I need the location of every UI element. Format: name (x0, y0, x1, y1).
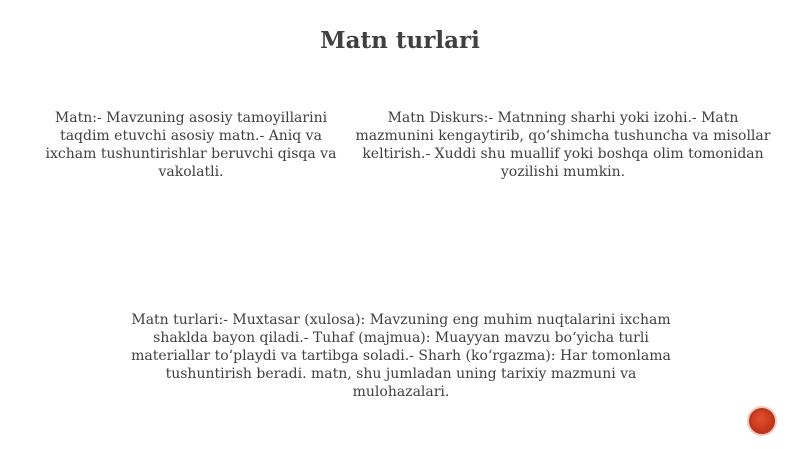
circle-nav-icon[interactable] (749, 408, 775, 434)
text-block-matn: Matn:- Mavzuning asosiy tamoyillarini taqdim etuvchi asosiy matn.- Aniq va ixcham tushuntirishlar beruvchi qisqa va vakolatli. (45, 110, 337, 180)
text-block-matn-turlari: Matn turlari:- Muxtasar (xulosa): Mavzuning eng muhim nuqtalarini ixcham shaklda bayon qiladi.- Tuhaf (majmua): Muayyan mavzu bo‘yicha turli materiallar to‘playdi va tartibga soladi.- Sharh (ko‘rgazma): Har tomonlama tushuntirish beradi. matn, shu jumladan uning tarixiy mazmuni va mulohazalari. (131, 312, 671, 400)
text-block-matn-diskurs: Matn Diskurs:- Matnning sharhi yoki izohi.- Matn mazmunini kengaytirib, qo‘shimcha tushuncha va misollar keltirish.- Xuddi shu muallif yoki boshqa olim tomonidan yozilishi mumkin. (355, 110, 771, 180)
slide-title: Matn turlari (320, 27, 480, 54)
